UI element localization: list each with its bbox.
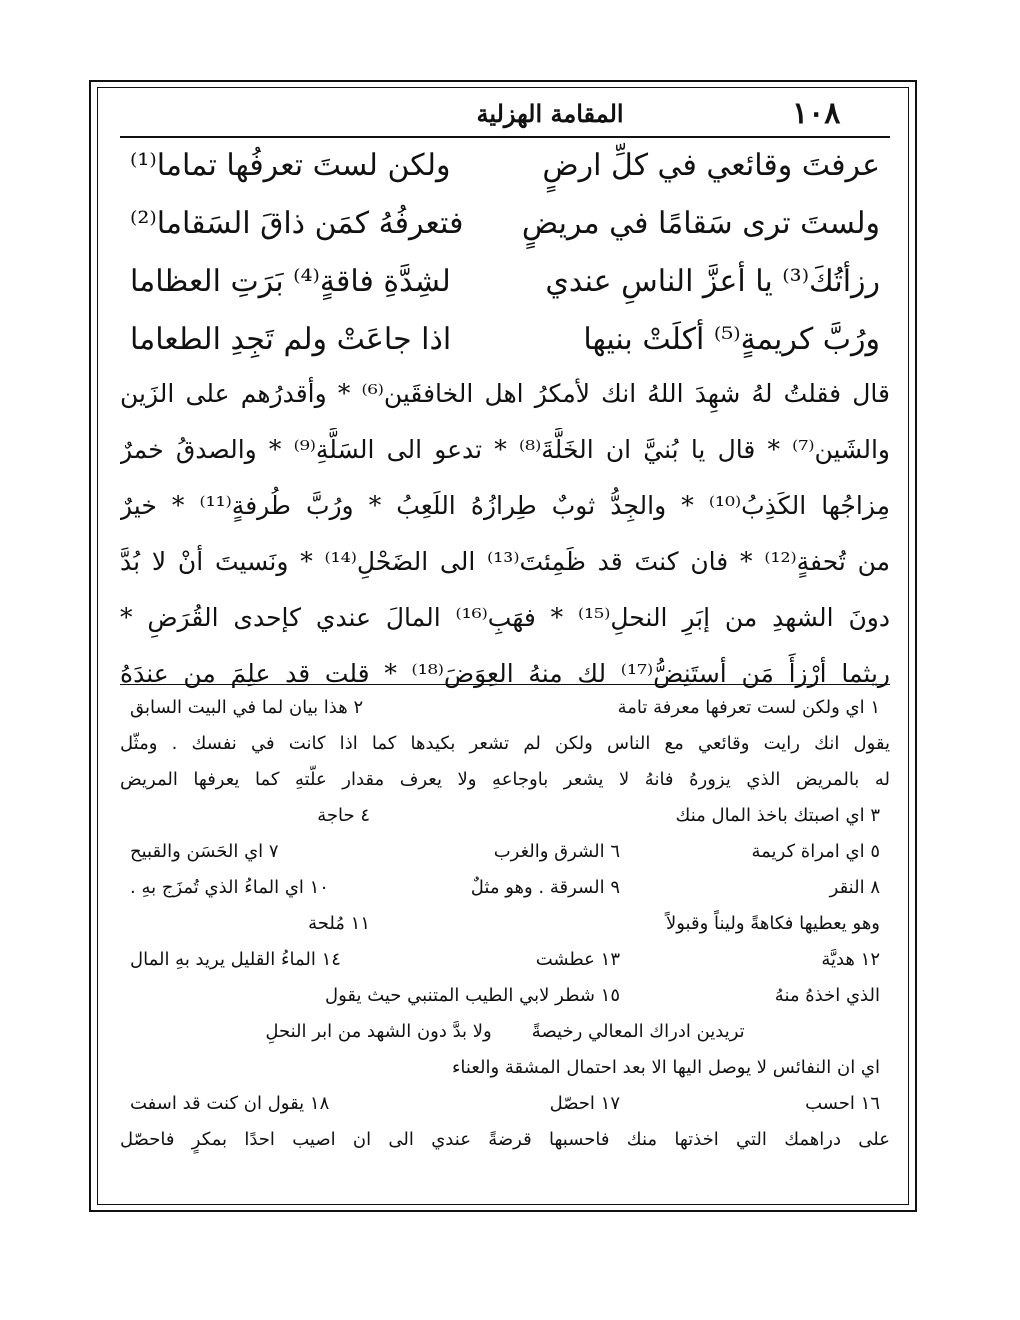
footnote: ١٤ الماءُ القليل يريد بهِ المال [130, 949, 341, 970]
footnote-text: يقول انك رايت وقائعي مع الناس ولكن لم تشعر بكيدها كما اذا كانت في نفسك . ومثّل [120, 733, 890, 754]
prose-body [120, 372, 890, 708]
footnote-text: اي ان النفائس لا يوصل اليها الا بعد احتمال المشقة والعناء [451, 1057, 880, 1078]
footnote-row [120, 906, 890, 942]
quoted-verse-first: تريدين ادراك المعالي رخيصةً [531, 1021, 745, 1042]
footnote-row [120, 1050, 890, 1086]
footnote: ٩ السرقة . وهو مثلٌ [470, 877, 620, 898]
verse-first-hemistich: ورُبَّ كريمةٍ⁽⁵⁾ أكلَتْ بنيها [583, 322, 880, 357]
quoted-verse-second: ولا بدَّ دون الشهد من ابر النحلِ [265, 1021, 492, 1042]
footnote-row [120, 798, 890, 834]
footnote: ١٠ اي الماءُ الذي تُمزَج بهِ . [130, 877, 329, 898]
verse-second-hemistich: فتعرفُهُ كمَن ذاقَ السَقاما⁽²⁾ [130, 206, 464, 241]
footnote: ١٢ هديَّة [821, 949, 880, 970]
verse-line [120, 256, 890, 314]
footnote: ٤ حاجة [317, 805, 370, 826]
prose-line: ريثما أرْزأَ مَن أستَنِضُّ⁽¹⁷⁾ لك منهُ العِوَضَ⁽¹⁸⁾ * قلت قد علِمَ من عندَهُ [120, 659, 890, 688]
running-title: المقامة الهزلية [476, 99, 624, 128]
prose-line: قال فقلتُ لهُ شهِدَ اللهُ انك لأمكرُ اهل الخافقَين⁽⁶⁾ * وأقدرُهم على الزَين [120, 379, 890, 408]
verse-second-hemistich: لشِدَّةِ فاقةٍ⁽⁴⁾ بَرَتِ العظاما [130, 264, 451, 299]
footnote-row [120, 1086, 890, 1122]
prose-line: دونَ الشهدِ من إبَرِ النحلِ⁽¹⁵⁾ * فهَبِ⁽¹⁶⁾ المالَ عندي كإحدى القُرَضِ * [120, 603, 890, 632]
footnote: ٨ النقر [829, 877, 880, 898]
page-header [120, 96, 890, 132]
verse-line [120, 140, 890, 198]
footnote: ١٥ شطر لابي الطيب المتنبي حيث يقول [324, 985, 620, 1006]
verse-line [120, 314, 890, 372]
footnote: ١٨ يقول ان كنت قد اسفت [130, 1093, 330, 1114]
header-rule [120, 136, 890, 138]
footnote: ٦ الشرق والغرب [493, 841, 620, 862]
verse-line [120, 198, 890, 256]
prose-line: مِزاجُها الكَذِبُ⁽¹⁰⁾ * والجِدُّ ثوبٌ طِرازُهُ اللَعِبُ * ورُبَّ طُرفةٍ⁽¹¹⁾ * خيرٌ [120, 491, 890, 520]
verse-second-hemistich: ولكن لستَ تعرفُها تماما⁽¹⁾ [130, 148, 451, 183]
footnote-row [120, 690, 890, 726]
verse-first-hemistich: عرفتَ وقائعي في كلِّ ارضٍ [542, 148, 880, 183]
footnote: ٧ اي الحَسَن والقبيح [130, 841, 279, 862]
footnote: ٣ اي اصبتك باخذ المال منك [675, 805, 880, 826]
verse-second-hemistich: اذا جاعَتْ ولم تَجِدِ الطعاما [130, 322, 452, 357]
footnote-text: على دراهمك التي اخذتها منك فاحسبها قرضةً عندي الى ان اصيب احدًا بمكرٍ فاحصّل [120, 1129, 890, 1150]
footnote-row [120, 942, 890, 978]
footnote: ١٦ احسب [805, 1093, 880, 1114]
prose-line: من تُحفةٍ⁽¹²⁾ * فان كنتَ قد ظَمِئتَ⁽¹³⁾ الى الضَحْلِ⁽¹⁴⁾ * ونَسيتَ أنْ لا بُدَّ [120, 547, 890, 576]
footnote-row [120, 978, 890, 1014]
page-number: ١٠٨ [792, 96, 841, 131]
footnote: ٥ اي امراة كريمة [751, 841, 880, 862]
quoted-verse [120, 1014, 890, 1050]
footnote-row [120, 870, 890, 906]
footnote: ١٣ عطشت [535, 949, 620, 970]
footnote: ٢ هذا بيان لما في البيت السابق [130, 697, 364, 718]
footnote: ١١ مُلحة [308, 913, 370, 934]
footnote-text: الذي اخذهُ منهُ [774, 985, 880, 1006]
footnote: ١ اي ولكن لست تعرفها معرفة تامة [617, 697, 880, 718]
verse-first-hemistich: ولستَ ترى سَقامًا في مريضٍ [521, 206, 880, 241]
poem [120, 140, 890, 372]
footnote-text: له بالمريض الذي يزورهُ فانهُ لا يشعر باوجاعهِ ولا يعرف مقدار علّتهِ كما يعرفها المريض [120, 769, 890, 790]
verse-first-hemistich: رزأتُكَ⁽³⁾ يا أعزَّ الناسِ عندي [545, 264, 880, 299]
footnote-text: وهو يعطيها فكاهةً وليناً وقبولاً [665, 913, 880, 934]
footnote-row [120, 834, 890, 870]
prose-line: والشَين⁽⁷⁾ * قال يا بُنيَّ ان الخَلَّةَ⁽⁸⁾ * تدعو الى السَلَّةِ⁽⁹⁾ * والصدقُ خمرٌ [120, 435, 890, 464]
footnotes [120, 690, 890, 1158]
footnote: ١٧ احصّل [549, 1093, 620, 1114]
footnotes-rule [120, 684, 890, 685]
